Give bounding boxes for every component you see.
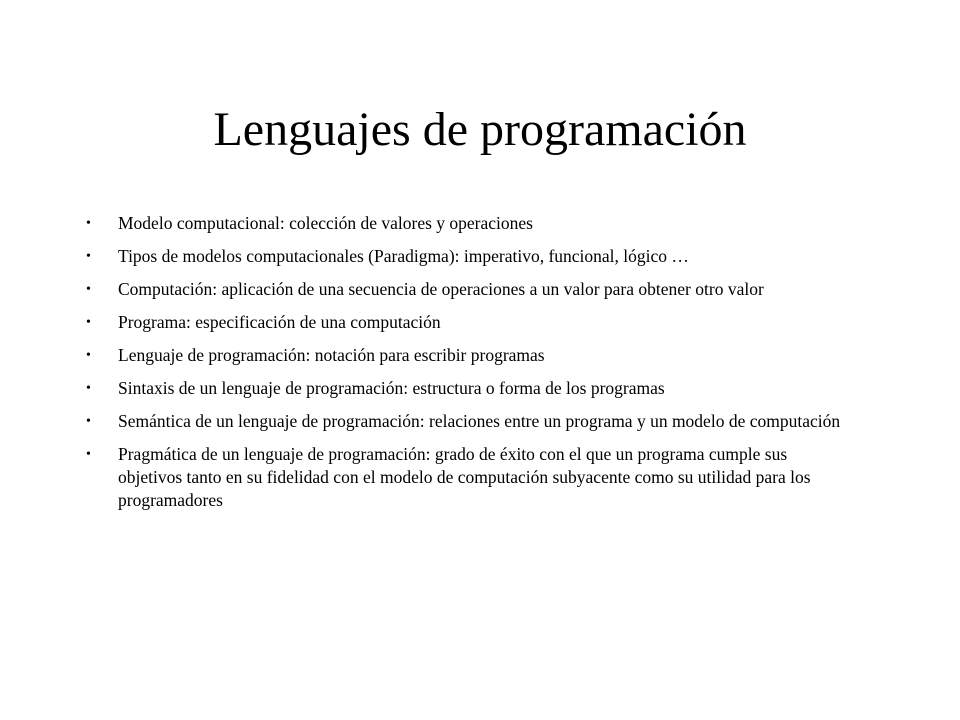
- bullet-text: Lenguaje de programación: notación para escribir programas: [118, 345, 545, 365]
- bullet-text: Computación: aplicación de una secuencia de operaciones a un valor para obtener otro valor: [118, 279, 764, 299]
- bullet-dot-icon: •: [86, 282, 91, 297]
- bullet-item: [84, 311, 854, 334]
- bullet-text: Modelo computacional: colección de valores y operaciones: [118, 213, 533, 233]
- bullet-item: [84, 410, 854, 433]
- bullet-text: Tipos de modelos computacionales (Paradigma): imperativo, funcional, lógico …: [118, 246, 689, 266]
- bullet-item: [84, 245, 854, 268]
- slide-title: Lenguajes de programación: [213, 103, 747, 156]
- bullet-item: [84, 443, 854, 512]
- bullet-text: Semántica de un lenguaje de programación: relaciones entre un programa y un modelo de computación: [118, 411, 841, 431]
- bullet-dot-icon: •: [86, 381, 91, 396]
- bullet-text: Programa: especificación de una computación: [118, 312, 441, 332]
- bullet-dot-icon: •: [86, 447, 91, 462]
- bullet-text: Pragmática de un lenguaje de programación: grado de éxito con el que un programa cumple sus objetivos tanto en su fidelidad con el modelo de computación subyacente como su utilidad para los programadores: [118, 444, 811, 510]
- bullet-dot-icon: •: [86, 348, 91, 363]
- bullet-dot-icon: •: [86, 216, 91, 231]
- bullet-item: [84, 344, 854, 367]
- bullet-dot-icon: •: [86, 315, 91, 330]
- bullet-text: Sintaxis de un lenguaje de programación: estructura o forma de los programas: [118, 378, 665, 398]
- bullet-list: [84, 212, 854, 522]
- bullet-item: [84, 278, 854, 301]
- bullet-dot-icon: •: [86, 249, 91, 264]
- bullet-item: [84, 212, 854, 235]
- bullet-dot-icon: •: [86, 414, 91, 429]
- bullet-item: [84, 377, 854, 400]
